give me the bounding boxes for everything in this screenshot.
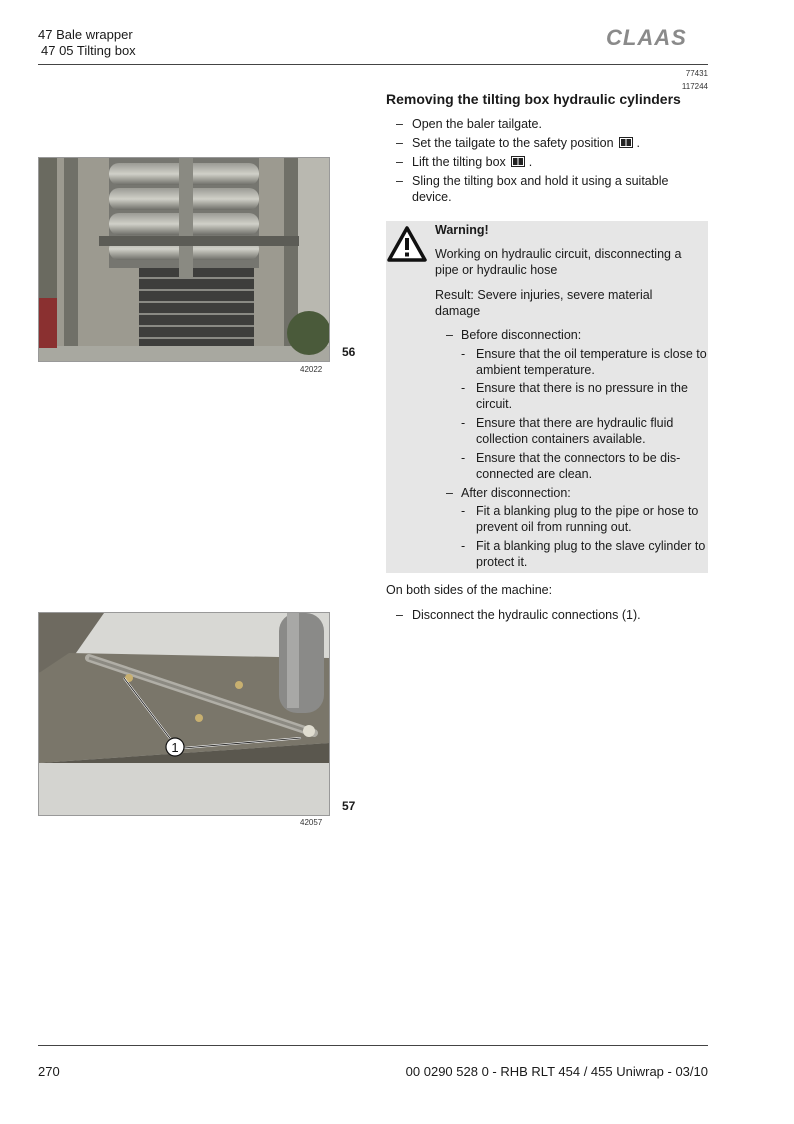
warning-after-item: - Fit a blanking plug to the pipe or hose to prevent oil from running out. (461, 504, 699, 534)
logo-text: CLAAS (606, 26, 687, 48)
warning-before-item: - Ensure that the oil temperature is close to ambient temperature. (461, 347, 707, 377)
step-item: – Disconnect the hydraulic connections (1). (396, 607, 706, 623)
book-reference-icon[interactable] (511, 156, 525, 167)
warning-before-label: – Before disconnection: (446, 328, 582, 342)
figure-code: 42022 (300, 365, 323, 374)
warning-before-item: - Ensure that the connectors to be dis-connected are clean. (461, 451, 681, 481)
header-section: 47 05 Tilting box (41, 43, 136, 58)
ref-code-2: 117244 (681, 82, 708, 91)
step-item: – Lift the tilting box . (396, 154, 706, 170)
document-id: 00 0290 528 0 - RHB RLT 454 / 455 Uniwrap - 03/10 (405, 1064, 708, 1079)
callout-label: 1 (171, 740, 179, 755)
warning-after-item: - Fit a blanking plug to the slave cylinder to protect it. (461, 539, 706, 569)
ref-code-1: 77431 (685, 69, 708, 78)
page-number: 270 (38, 1064, 60, 1079)
header-rule (38, 64, 708, 65)
figure-number: 57 (342, 799, 356, 813)
step-item: – Set the tailgate to the safety position . (396, 135, 706, 151)
both-sides-text: On both sides of the machine: (386, 583, 553, 597)
step-list (396, 116, 706, 208)
step-item: – Sling the tilting box and hold it using a suitable device. (396, 173, 706, 205)
figure-57-photo (38, 612, 330, 816)
warning-text: Working on hydraulic circuit, disconnecting a pipe or hydraulic hose (435, 247, 682, 277)
section-title: Removing the tilting box hydraulic cylinders (386, 91, 681, 107)
footer-rule (38, 1045, 708, 1046)
figure-number: 56 (342, 345, 356, 359)
step-item: – Open the baler tailgate. (396, 116, 706, 132)
warning-title: Warning! (435, 223, 489, 237)
warning-triangle-icon (387, 225, 427, 263)
book-reference-icon[interactable] (619, 137, 633, 148)
warning-before-item: - Ensure that there is no pressure in the circuit. (461, 381, 688, 411)
header-chapter: 47 Bale wrapper (38, 27, 133, 42)
warning-after-label: – After disconnection: (446, 486, 571, 500)
figure-code: 42057 (300, 818, 323, 827)
claas-logo (604, 26, 708, 48)
step-list-2 (396, 607, 706, 623)
warning-before-item: - Ensure that there are hydraulic fluid collection containers available. (461, 416, 674, 446)
figure-56-photo (38, 157, 330, 362)
warning-result: Result: Severe injuries, severe material damage (435, 288, 653, 318)
